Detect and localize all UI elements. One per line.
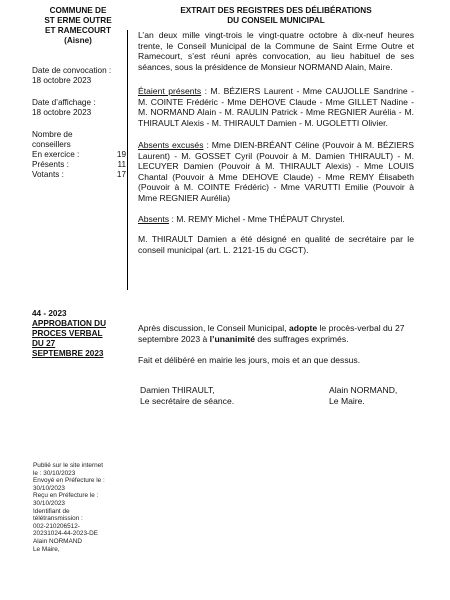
signer-name: Alain NORMAND, [329,385,398,395]
count-row [32,170,126,180]
document-title [138,6,414,26]
conseillers-block [32,130,126,180]
absents-paragraph [138,214,414,225]
stamp-line: le : 30/10/2023 [33,469,76,477]
count-value: 19 [116,150,126,159]
convocation-block [32,66,126,86]
stamp-line: 30/10/2023 [33,484,65,492]
commune-header [30,6,126,46]
stamp-line: 30/10/2023 [33,499,65,507]
count-row [32,150,126,160]
signature-maire [329,385,429,406]
decision-paragraph [138,323,414,344]
deliberation-item [32,309,126,359]
decision-unanimite: l’unanimité [209,333,256,344]
intro-paragraph: L’an deux mille vingt-trois le vingt-quatre octobre à dix-neuf heures trente, le Conseil Municipal de la Commune de Saint Erme Outre et Ramecourt, s’est réuni après convocation, au lieu habituel de ses séances, sous la présidence de Monsieur NORMAND Alain, Maire. [138,30,414,72]
stamp-line: Identifiant de [33,507,70,515]
stamp-line: Envoyé en Préfecture le : [33,477,105,485]
stamp-line: 20231024-44-2023-DE [33,530,99,538]
conseillers-line: Nombre de [32,130,73,139]
stamp-line: télétransmission : [33,515,83,523]
decision-text: le procès-verbal du 27 septembre 2023 à [138,323,405,344]
signer-title: Le secrétaire de séance. [140,395,235,406]
excuses-list: : Mme DIEN-BRÉANT Céline (Pouvoir à M. BÉZIERS Laurent) - M. GOSSET Cyril (Pouvoir à M. Damien THIRAULT) - M. LECUYER Damien (Pouvoir à M. THIRAULT Alexis) - Mme LOUIS Chantal (Pouvoir à Mme DEHOVE Claude) - Mme REMY Élisabeth (Pouvoir à M. COINTE Frédéric) - Mme VARUTTI Emilie (Pouvoir à Mme REGNIER Aurélia) [138,140,414,203]
item-title-line: DU 27 [32,339,56,348]
decision-text: Après discussion, le Conseil Municipal, [138,323,289,333]
count-value: 11 [117,160,126,169]
convocation-date: 18 octobre 2023 [32,76,92,85]
presents-list: : M. BÉZIERS Laurent - Mme CAUJOLLE Sandrine - M. COINTE Frédéric - Mme DEHOVE Claude - Mme GILLET Nadine - M. NORMAND Alain - M. RAULIN Patrick - Mme REGNIER Aurélia - M. THIRAULT Alexis - M. THIRAULT Damien - M. UGOLETTI Olivier. [138,86,414,128]
signer-name: Damien THIRAULT, [140,385,215,395]
column-divider [127,30,128,290]
item-number: 44 - 2023 [32,309,67,318]
transmission-stamp [33,462,133,553]
stamp-line: Reçu en Préfecture le : [33,492,99,500]
item-title-line: APPROBATION DU [32,319,106,328]
affichage-label: Date d’affichage : [32,98,96,107]
commune-line: ET RAMECOURT [45,26,111,35]
stamp-line: Publié sur le site internet [33,462,103,469]
count-row [32,160,126,170]
count-label: Votants : [32,170,64,179]
excuses-label: Absents excusés [138,140,204,150]
decision-adopte: adopte [288,323,318,333]
stamp-line: Le Maire, [33,545,60,553]
excuses-paragraph [138,140,414,204]
decision-text: des suffrages exprimés. [255,333,349,344]
item-title-line: SEPTEMBRE 2023 [32,349,104,358]
convocation-label: Date de convocation : [32,66,112,75]
conseillers-line: conseillers [32,140,71,149]
count-label: En exercice : [32,150,80,159]
affichage-block [32,98,126,118]
signer-title: Le Maire. [329,395,365,406]
fait-paragraph: Fait et délibéré en mairie les jours, mois et an que dessus. [138,355,361,365]
stamp-line: Alain NORMAND [33,537,83,545]
stamp-line: 002-210206512- [33,522,80,530]
secretaire-paragraph: M. THIRAULT Damien a été désigné en qualité de secrétaire par le conseil municipal (art. L. 2121-15 du CGCT). [138,234,414,255]
count-label: Présents : [32,160,69,169]
commune-line: COMMUNE DE [49,6,107,15]
presents-paragraph [138,86,414,128]
commune-line: ST ERME OUTRE [44,16,112,25]
affichage-date: 18 octobre 2023 [32,108,92,117]
title-line: EXTRAIT DES REGISTRES DES DÉLIBÉRATIONS [180,6,372,15]
signature-secretaire [140,385,290,406]
presents-label: Étaient présents [138,86,202,96]
count-value: 17 [116,170,126,179]
item-title-line: PROCES VERBAL [32,329,103,338]
title-line: DU CONSEIL MUNICIPAL [227,16,325,25]
absents-list: : M. REMY Michel - Mme THÉPAUT Chrystel. [169,214,345,224]
absents-label: Absents [138,214,170,224]
commune-line: (Aisne) [64,36,92,45]
